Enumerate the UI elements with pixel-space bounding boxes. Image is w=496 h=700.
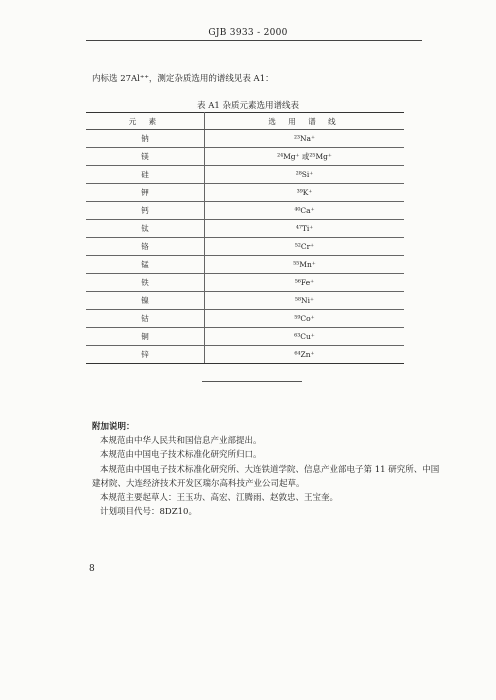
spectral-line-cell: ⁶³Cu⁺ — [205, 328, 405, 346]
spectral-line-cell: ⁵²Cr⁺ — [205, 238, 405, 256]
element-cell: 钴 — [86, 310, 205, 328]
element-cell: 铁 — [86, 274, 205, 292]
table-row — [86, 274, 404, 292]
note-line: 本规范由中国电子技术标准化研究所、大连铁道学院、信息产业部电子第 11 研究所、中国建材院、大连经济技术开发区瑞尔高科技产业公司起草。 — [92, 464, 440, 489]
table-row — [86, 166, 404, 184]
note-line: 本规范由中华人民共和国信息产业部提出。 — [100, 436, 262, 447]
table-row — [86, 148, 404, 166]
table-row — [86, 328, 404, 346]
element-cell: 硅 — [86, 166, 205, 184]
additional-notes — [92, 420, 442, 519]
page-number: 8 — [89, 564, 95, 574]
document-code-header: GJB 3933 - 2000 — [208, 28, 288, 38]
section-divider — [202, 381, 302, 382]
spectral-line-cell: ⁵⁹Co⁺ — [205, 310, 405, 328]
column-header-line: 选 用 谱 线 — [205, 113, 405, 130]
spectral-line-cell: ⁵⁸Ni⁺ — [205, 292, 405, 310]
note-line: 计划项目代号：8DZ10。 — [100, 507, 197, 518]
table-caption: 表 A1 杂质元素选用谱线表 — [197, 101, 299, 111]
element-cell: 铜 — [86, 328, 205, 346]
table-row — [86, 310, 404, 328]
table-row — [86, 256, 404, 274]
spectral-line-cell: ²³Na⁺ — [205, 130, 405, 148]
table-row — [86, 130, 404, 148]
header-rule — [86, 40, 422, 41]
table-row — [86, 346, 404, 364]
notes-title: 附加说明： — [92, 422, 135, 432]
element-cell: 锰 — [86, 256, 205, 274]
spectral-line-cell: ⁶⁴Zn⁺ — [205, 346, 405, 364]
spectral-line-cell: ⁵⁵Mn⁺ — [205, 256, 405, 274]
element-cell: 钙 — [86, 202, 205, 220]
table-row — [86, 238, 404, 256]
impurity-lines-table — [86, 112, 404, 364]
intro-text: 内标选 27Al⁺⁺，测定杂质选用的谱线见表 A1： — [92, 74, 274, 84]
table-row — [86, 184, 404, 202]
spectral-line-cell: ⁴⁷Ti⁺ — [205, 220, 405, 238]
element-cell: 钾 — [86, 184, 205, 202]
table-row — [86, 202, 404, 220]
element-cell: 锌 — [86, 346, 205, 364]
spectral-line-cell: ²⁴Mg⁺ 或²⁵Mg⁺ — [205, 148, 405, 166]
table-header-row — [86, 113, 404, 130]
spectral-line-cell: ⁴⁰Ca⁺ — [205, 202, 405, 220]
note-line: 本规范由中国电子技术标准化研究所归口。 — [100, 450, 262, 461]
table-row — [86, 292, 404, 310]
element-cell: 镁 — [86, 148, 205, 166]
element-cell: 钛 — [86, 220, 205, 238]
element-cell: 镍 — [86, 292, 205, 310]
spectral-line-cell: ⁵⁶Fe⁺ — [205, 274, 405, 292]
column-header-element: 元 素 — [86, 113, 205, 130]
note-line: 本规范主要起草人：王玉功、高宏、江腾雨、赵敦忠、王宝奎。 — [100, 493, 339, 504]
element-cell: 铬 — [86, 238, 205, 256]
spectral-line-cell: ²⁸Si⁺ — [205, 166, 405, 184]
table-row — [86, 220, 404, 238]
element-cell: 钠 — [86, 130, 205, 148]
spectral-line-cell: ³⁹K⁺ — [205, 184, 405, 202]
